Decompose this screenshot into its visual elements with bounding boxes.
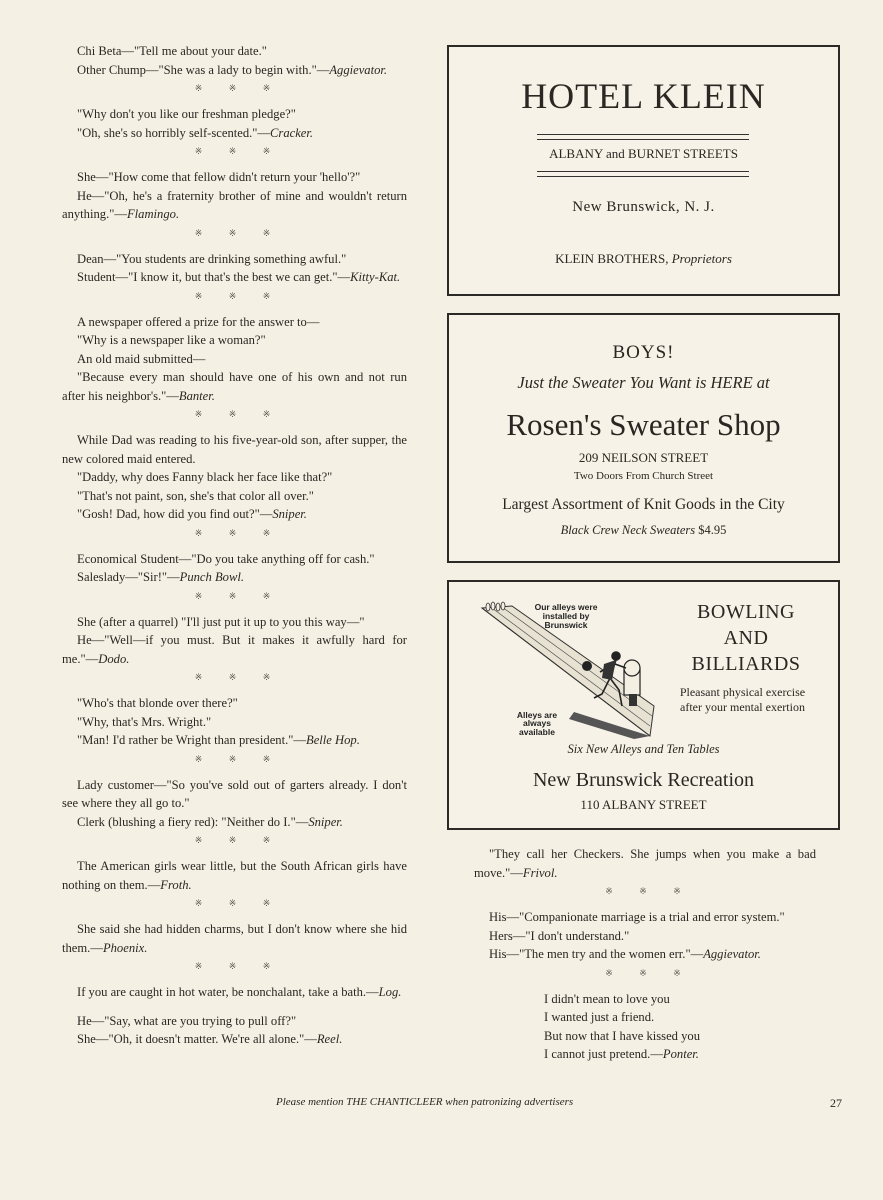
ornament-glyph: ※ [605, 967, 617, 978]
ornament-glyph: ※ [262, 83, 275, 93]
joke-line: He—"Oh, he's a fraternity brother of mine and wouldn't return anything."—Flamingo. [62, 188, 407, 221]
ornament-glyph: ※ [639, 886, 651, 896]
ad-headline: BOYS! [612, 342, 675, 363]
ornament-glyph: ※ [194, 753, 207, 764]
ornament-glyph: ※ [228, 590, 241, 601]
illus-caption-top: Brunswick [544, 620, 588, 630]
ornament-glyph: ※ [228, 835, 241, 845]
heading-line: BILLIARDS [691, 653, 801, 675]
ornament-glyph: ※ [194, 227, 207, 238]
joke [62, 613, 407, 669]
ornament-glyph: ※ [262, 590, 275, 601]
joke-line: She—"Oh, it doesn't matter. We're all alone."—Reel. [77, 1032, 343, 1046]
ornament-separator [62, 145, 407, 157]
divider [537, 134, 749, 140]
joke-line: His—"Companionate marriage is a trial and error system." [489, 910, 785, 924]
shop-assortment: Largest Assortment of Knit Goods in the City [502, 496, 785, 513]
ornament-glyph: ※ [228, 672, 241, 682]
bowling-alley-drawing [474, 594, 659, 739]
shop-name: Rosen's Sweater Shop [506, 407, 781, 442]
joke [62, 550, 407, 587]
left-joke-column [62, 42, 407, 1049]
joke-source: Sniper. [308, 814, 343, 829]
poem-source: Ponter. [662, 1047, 699, 1061]
joke-line: He—"Well—if you must. But it makes it awfully hard for me."—Dodo. [62, 633, 407, 666]
joke [62, 857, 407, 894]
joke-line: She—"How come that fellow didn't return your 'hello'?" [77, 170, 361, 184]
joke [62, 1012, 407, 1049]
ornament-glyph: ※ [194, 83, 207, 93]
ornament-glyph: ※ [194, 409, 207, 419]
joke-line: Economical Student—"Do you take anything off for cash." [77, 551, 375, 566]
joke [474, 908, 816, 964]
joke [62, 42, 407, 79]
joke [62, 431, 407, 524]
recreation-name: New Brunswick Recreation [532, 769, 755, 791]
ornament-glyph: ※ [262, 961, 275, 971]
joke-line: "Why is a newspaper like a woman?" [77, 333, 266, 347]
divider [537, 171, 749, 177]
bowling-heading [671, 599, 821, 677]
poem-line: I didn't mean to love you [544, 991, 670, 1006]
joke [62, 920, 407, 957]
joke-source: Punch Bowl. [179, 570, 244, 584]
ornament-glyph: ※ [228, 227, 241, 238]
right-joke-column [474, 845, 816, 1064]
shop-special [449, 523, 838, 538]
poem-line: I cannot just pretend.—Ponter. [544, 1047, 699, 1061]
ornament-glyph: ※ [639, 967, 651, 978]
joke-line: "Oh, she's so horribly self-scented."—Cracker. [77, 125, 314, 140]
ornament-glyph: ※ [228, 961, 241, 971]
ornament-glyph: ※ [194, 961, 207, 971]
ornament-glyph: ※ [194, 146, 207, 156]
joke-line: Lady customer—"So you've sold out of garters already. I don't see where they all go to." [62, 777, 407, 810]
ornament-separator [62, 590, 407, 602]
joke-line: An old maid submitted— [77, 351, 206, 366]
ornament-separator [62, 834, 407, 846]
joke-source: Belle Hop. [306, 733, 360, 747]
joke-source: Kitty-Kat. [350, 270, 401, 284]
poem [544, 990, 816, 1064]
ornament-glyph: ※ [194, 590, 207, 601]
joke [62, 105, 407, 142]
hotel-proprietors [449, 251, 838, 267]
ornament-glyph: ※ [262, 835, 275, 845]
joke [474, 845, 816, 882]
joke-line: Chi Beta—"Tell me about your date." [77, 44, 267, 58]
joke-line: Clerk (blushing a fiery red): "Neither do I."—Sniper. [77, 814, 343, 829]
ornament-glyph: ※ [194, 672, 207, 682]
shop-location-note: Two Doors From Church Street [573, 470, 714, 482]
joke-line: "That's not paint, son, she's that color all over." [77, 488, 314, 503]
ornament-glyph: ※ [194, 835, 207, 845]
joke [62, 776, 407, 832]
poem-line: I wanted just a friend. [544, 1010, 655, 1024]
heading-line: AND [723, 627, 769, 649]
joke [62, 250, 407, 287]
footer-note: Please mention THE CHANTICLEER when patronizing advertisers [276, 1096, 574, 1108]
poem-line: But now that I have kissed you [544, 1028, 701, 1043]
ornament-glyph: ※ [194, 290, 207, 301]
ornament-glyph: ※ [228, 753, 241, 764]
joke-line: "Man! I'd rather be Wright than president."—Belle Hop. [77, 733, 360, 747]
joke-line: Dean—"You students are drinking something awful." [77, 251, 347, 266]
joke-line: Hers—"I don't understand." [489, 928, 630, 943]
joke-source: Dodo. [98, 651, 130, 666]
heading-line: BOWLING [697, 601, 795, 623]
spacer [62, 1002, 407, 1012]
joke-line: She (after a quarrel) "I'll just put it up to you this way—" [77, 614, 365, 629]
ornament-separator [474, 885, 816, 897]
illus-caption-bottom: available [519, 727, 555, 737]
joke [62, 313, 407, 406]
ornament-glyph: ※ [262, 227, 275, 238]
bowler-illustration [474, 594, 659, 739]
joke [62, 694, 407, 750]
ornament-glyph: ※ [262, 409, 275, 419]
joke-line: "Why, that's Mrs. Wright." [77, 714, 212, 729]
ornament-glyph: ※ [262, 753, 275, 764]
ornament-glyph: ※ [228, 409, 241, 419]
joke-line: He—"Say, what are you trying to pull off?" [77, 1013, 297, 1028]
ornament-glyph: ※ [262, 146, 275, 156]
joke-line: While Dad was reading to his five-year-old son, after supper, the new colored maid entered. [62, 433, 407, 466]
joke-line: She said she had hidden charms, but I don't know where she hid them.—Phoenix. [62, 922, 407, 955]
joke-source: Reel. [316, 1032, 343, 1046]
joke-line: "Gosh! Dad, how did you find out?"—Sniper. [77, 507, 307, 521]
ornament-glyph: ※ [673, 967, 685, 978]
joke-line: "Daddy, why does Fanny black her face like that?" [77, 470, 333, 484]
bowling-description: Pleasant physical exercise after your mental exertion [679, 685, 806, 714]
ornament-separator [62, 671, 407, 683]
ornament-separator [62, 290, 407, 302]
joke [62, 983, 407, 1002]
ornament-glyph: ※ [262, 290, 275, 301]
page-footer [0, 1096, 883, 1112]
joke-line: "Because every man should have one of his own and not run after his neighbor's."—Banter. [62, 370, 407, 403]
ornament-separator [62, 227, 407, 239]
ornament-glyph: ※ [194, 527, 207, 538]
special-price: $4.95 [698, 523, 727, 537]
joke-line: Other Chump—"She was a lady to begin with."—Aggievator. [77, 62, 388, 77]
joke-source: Flamingo. [126, 207, 180, 221]
recreation-address: 110 ALBANY STREET [580, 797, 707, 812]
illus-caption-top: installed by [542, 611, 590, 621]
ornament-glyph: ※ [262, 527, 275, 538]
hotel-name: HOTEL KLEIN [521, 76, 766, 116]
joke-line: "Why don't you like our freshman pledge?" [77, 107, 296, 121]
ad-tagline: Just the Sweater You Want is HERE at [517, 373, 770, 392]
ornament-separator [62, 82, 407, 94]
ornament-separator [62, 527, 407, 539]
joke-source: Froth. [160, 877, 192, 892]
joke-source: Frivol. [522, 865, 558, 880]
joke-source: Sniper. [272, 507, 307, 521]
rosen-sweater-ad [447, 313, 840, 563]
joke-source: Cracker. [270, 125, 314, 140]
ornament-separator [62, 897, 407, 909]
ornament-separator [474, 967, 816, 979]
joke-source: Banter. [178, 388, 215, 403]
hotel-streets: ALBANY and BURNET STREETS [549, 146, 738, 161]
joke-source: Log. [378, 985, 402, 999]
illus-caption-bottom: always [523, 718, 551, 728]
illus-caption-bottom: Alleys are [516, 710, 558, 720]
bowling-tables: Six New Alleys and Ten Tables [567, 742, 720, 756]
joke-line: The American girls wear little, but the South African girls have nothing on them.—Froth. [62, 859, 407, 892]
ornament-glyph: ※ [605, 886, 617, 896]
joke-source: Phoenix. [102, 940, 148, 955]
ornament-glyph: ※ [194, 898, 207, 908]
ornament-glyph: ※ [228, 83, 241, 93]
proprietors-name: KLEIN BROTHERS, [555, 251, 669, 266]
ornament-glyph: ※ [262, 672, 275, 682]
ornament-glyph: ※ [673, 886, 685, 896]
joke-line: If you are caught in hot water, be nonchalant, take a bath.—Log. [77, 985, 402, 999]
joke-line: "They call her Checkers. She jumps when you make a bad move."—Frivol. [474, 847, 816, 880]
joke-line: "Who's that blonde over there?" [77, 696, 238, 710]
ornament-glyph: ※ [228, 290, 241, 301]
special-item: Black Crew Neck Sweaters [560, 523, 696, 537]
hotel-city: New Brunswick, N. J. [572, 199, 715, 215]
page-number: 27 [830, 1096, 842, 1110]
joke-line: Saleslady—"Sir!"—Punch Bowl. [77, 570, 244, 584]
shop-street: 209 NEILSON STREET [578, 450, 709, 465]
joke-line: Student—"I know it, but that's the best we can get."—Kitty-Kat. [77, 270, 401, 284]
proprietors-suffix: Proprietors [671, 251, 732, 266]
joke-source: Aggievator. [329, 62, 388, 77]
joke-line: His—"The men try and the women err."—Aggievator. [489, 947, 761, 961]
ornament-separator [62, 408, 407, 420]
hotel-klein-ad [447, 45, 840, 296]
joke-line: A newspaper offered a prize for the answer to— [77, 314, 320, 329]
ornament-glyph: ※ [262, 898, 275, 908]
ornament-glyph: ※ [228, 527, 241, 538]
joke-source: Aggievator. [703, 947, 761, 961]
joke [62, 168, 407, 224]
ornament-separator [62, 960, 407, 972]
ornament-separator [62, 753, 407, 765]
ornament-glyph: ※ [228, 146, 241, 156]
illus-caption-top: Our alleys were [534, 602, 598, 612]
bowling-recreation-ad [447, 580, 840, 830]
ornament-glyph: ※ [228, 898, 241, 908]
